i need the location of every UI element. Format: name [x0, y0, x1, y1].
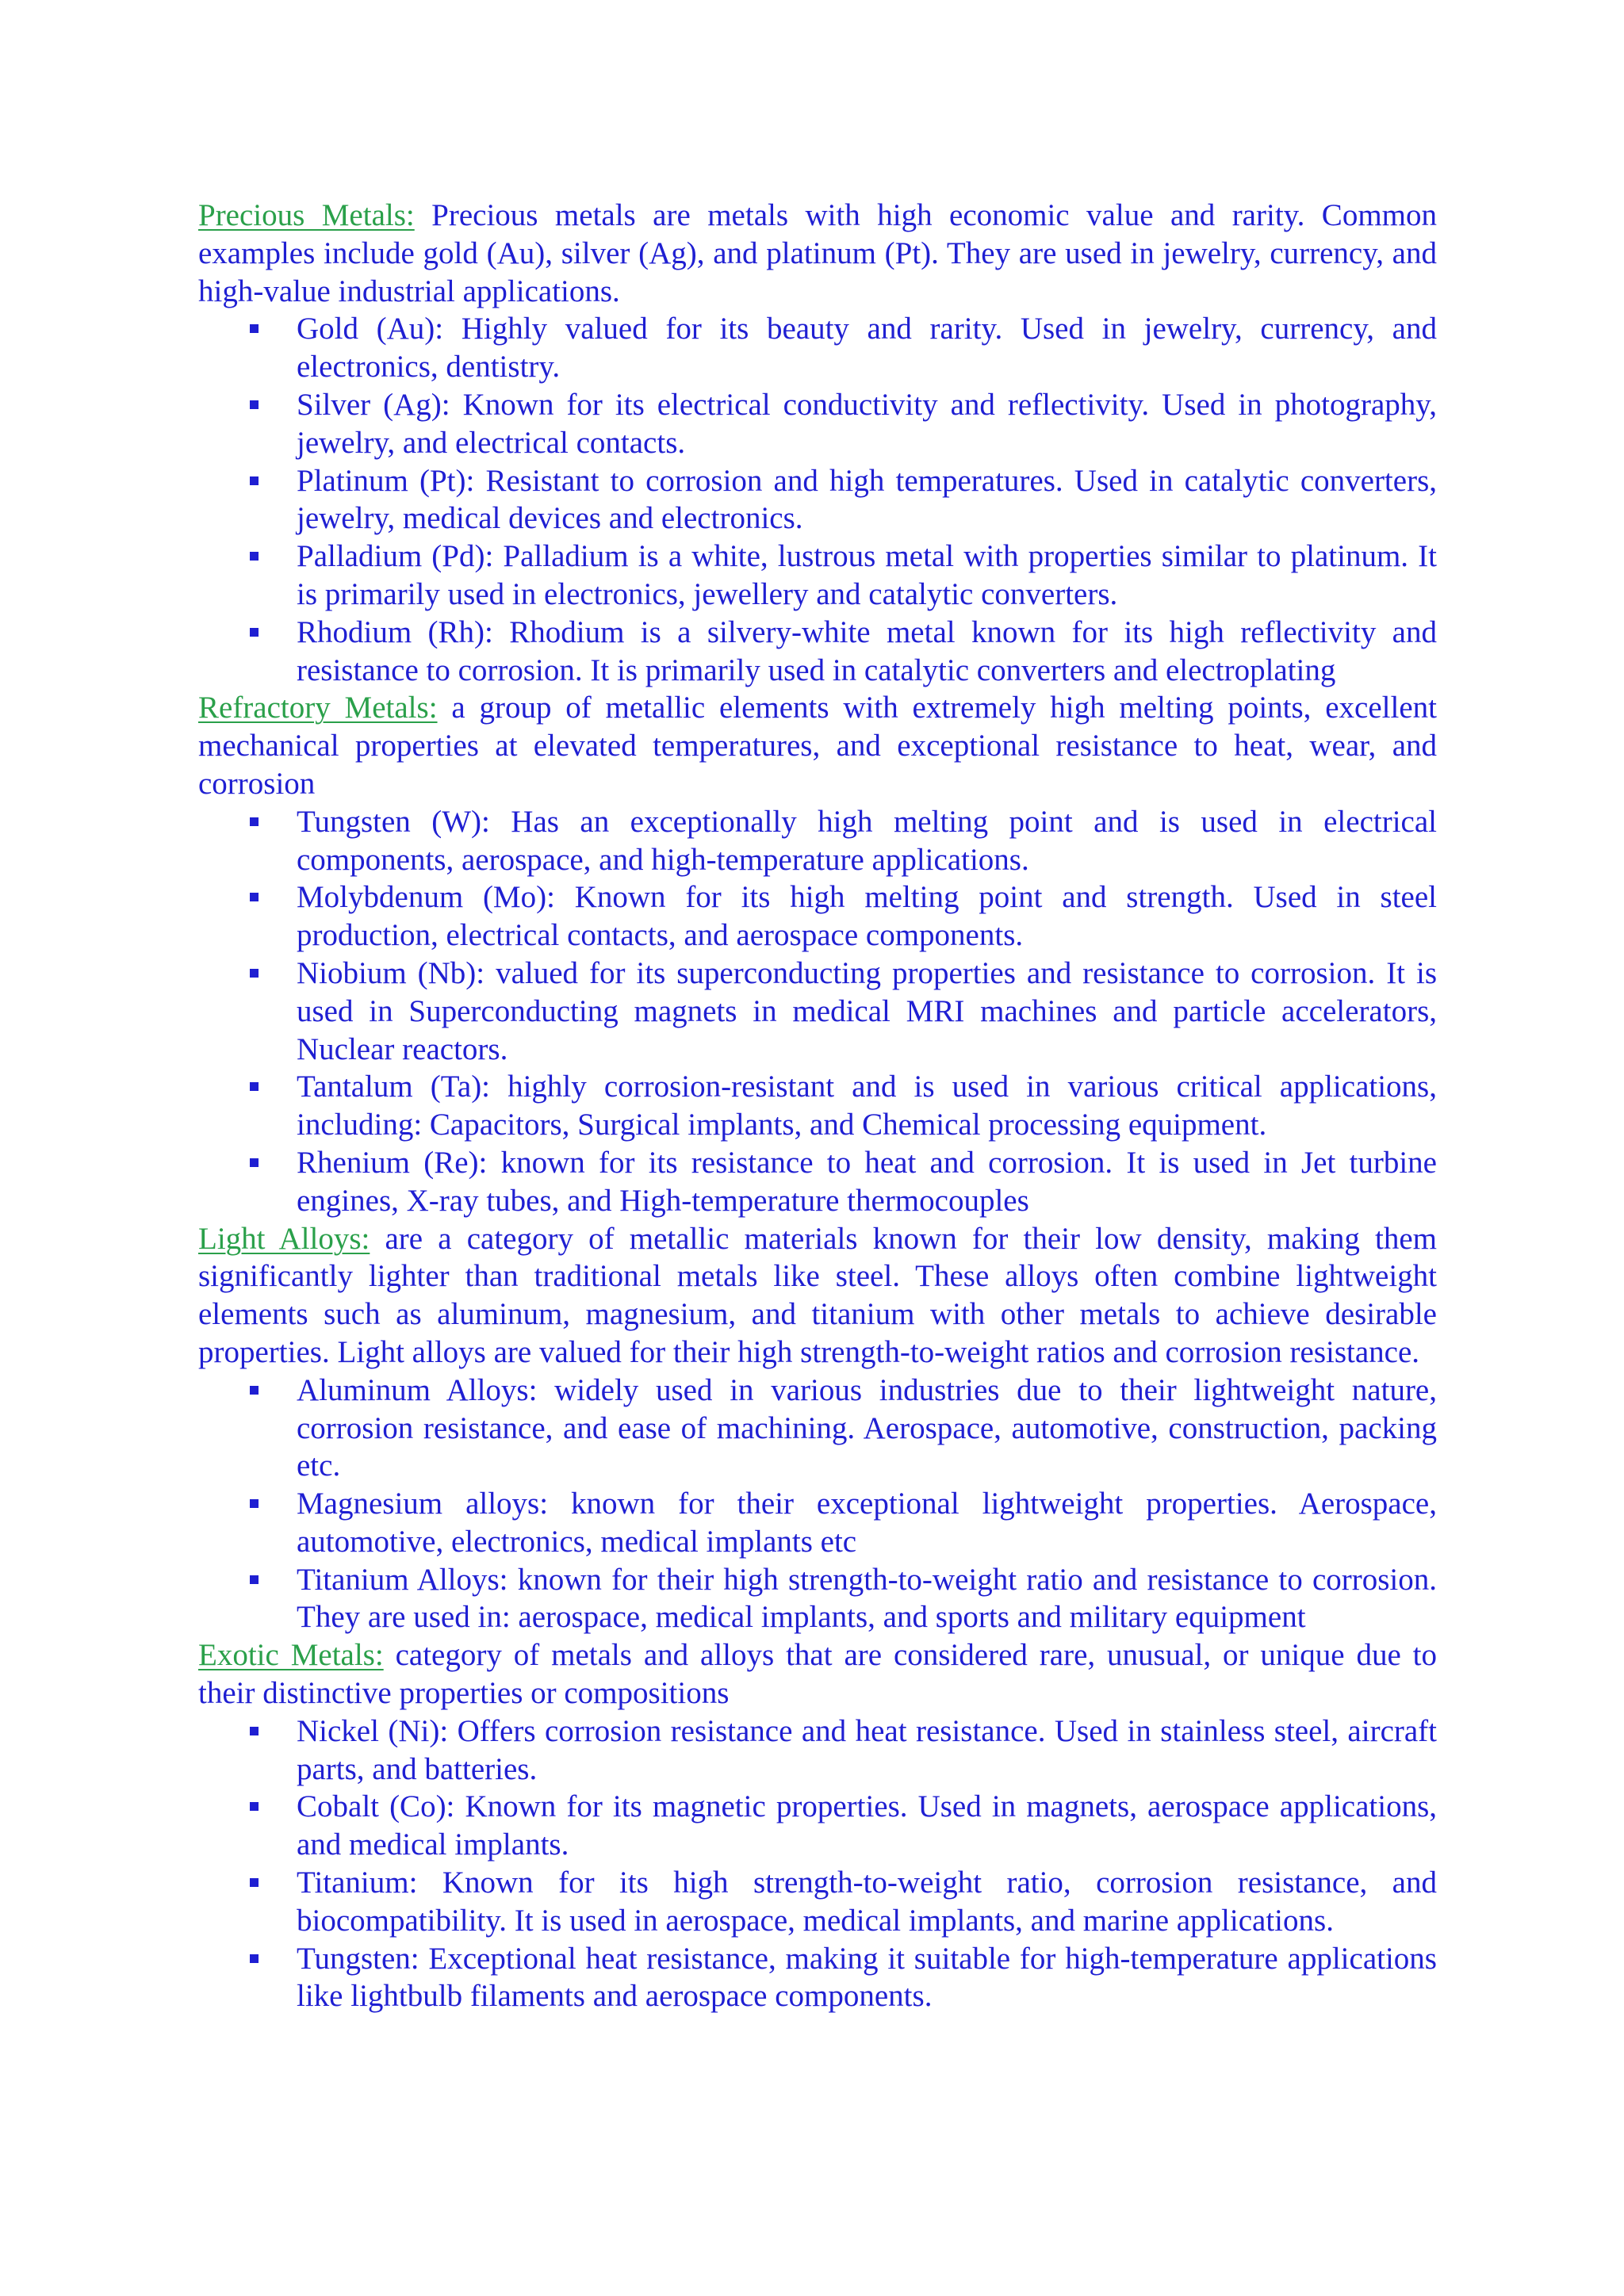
list-item-text: Tungsten (W): Has an exceptionally high melting point and is used in electrical components, aerospace, and high-temperature applications.: [297, 804, 1437, 877]
bullet-list: [198, 803, 1437, 1220]
list-item-text: Niobium (Nb): valued for its superconducting properties and resistance to corrosion. It is used in Superconducting magnets in medical MRI machines and particle accelerators, Nuclear reactors.: [297, 955, 1437, 1066]
square-bullet-icon: [250, 1727, 259, 1735]
list-item-text: Titanium: Known for its high strength-to-weight ratio, corrosion resistance, and biocompatibility. It is used in aerospace, medical implants, and marine applications.: [297, 1866, 1437, 1938]
section-intro-text: category of metals and alloys that are considered rare, unusual, or unique due to their distinctive properties or compositions: [198, 1638, 1437, 1711]
section-intro: [198, 197, 1437, 310]
list-item-text: Gold (Au): Highly valued for its beauty and rarity. Used in jewelry, currency, and electronics, dentistry.: [297, 312, 1437, 385]
square-bullet-icon: [250, 969, 259, 978]
list-item-text: Molybdenum (Mo): Known for its high melting point and strength. Used in steel production, electrical contacts, and aerospace components.: [297, 880, 1437, 953]
square-bullet-icon: [250, 1158, 259, 1167]
section-heading: Exotic Metals:: [198, 1638, 384, 1673]
square-bullet-icon: [250, 1499, 259, 1508]
square-bullet-icon: [250, 628, 259, 637]
list-item: [297, 310, 1437, 386]
list-item: [297, 1485, 1437, 1561]
square-bullet-icon: [250, 1954, 259, 1963]
bullet-list: [198, 1372, 1437, 1637]
square-bullet-icon: [250, 1575, 259, 1584]
list-item-text: Tantalum (Ta): highly corrosion-resistant and is used in various critical applications, including: Capacitors, Surgical implants, and Chemical processing equipment.: [297, 1070, 1437, 1142]
list-item: [297, 614, 1437, 690]
section-intro: [198, 689, 1437, 802]
list-item: [297, 1372, 1437, 1485]
section-precious-metals: [198, 197, 1437, 689]
bullet-list: [198, 310, 1437, 689]
list-item: [297, 1561, 1437, 1637]
list-item: [297, 1068, 1437, 1144]
square-bullet-icon: [250, 1082, 259, 1091]
list-item-text: Nickel (Ni): Offers corrosion resistance and heat resistance. Used in stainless steel, aircraft parts, and batteries.: [297, 1713, 1437, 1786]
section-light-alloys: [198, 1220, 1437, 1637]
list-item: [297, 1144, 1437, 1220]
list-item: [297, 538, 1437, 614]
section-heading: Precious Metals:: [198, 198, 415, 232]
list-item-text: Aluminum Alloys: widely used in various industries due to their lightweight nature, corrosion resistance, and ease of machining. Aerospace, automotive, construction, packing etc.: [297, 1372, 1437, 1483]
list-item: [297, 386, 1437, 462]
square-bullet-icon: [250, 1386, 259, 1395]
section-heading: Refractory Metals:: [198, 691, 438, 725]
section-intro-text: are a category of metallic materials known for their low density, making them significantly lighter than traditional metals like steel. These alloys often combine lightweight elements such as aluminum, magnesium, and titanium with other metals to achieve desirable properties. Light alloys are valued for their high strength-to-weight ratios and corrosion resistance.: [198, 1221, 1437, 1369]
list-item-text: Palladium (Pd): Palladium is a white, lustrous metal with properties similar to platinum. It is primarily used in electronics, jewellery and catalytic converters.: [297, 539, 1437, 611]
square-bullet-icon: [250, 893, 259, 901]
list-item-text: Cobalt (Co): Known for its magnetic properties. Used in magnets, aerospace applications, and medical implants.: [297, 1789, 1437, 1862]
list-item: [297, 878, 1437, 955]
list-item: [297, 1712, 1437, 1789]
section-refractory-metals: [198, 689, 1437, 1219]
list-item: [297, 803, 1437, 879]
list-item: [297, 955, 1437, 1068]
list-item: [297, 1940, 1437, 2016]
square-bullet-icon: [250, 1802, 259, 1811]
list-item-text: Silver (Ag): Known for its electrical conductivity and reflectivity. Used in photography, jewelry, and electrical contacts.: [297, 387, 1437, 460]
square-bullet-icon: [250, 1878, 259, 1887]
list-item-text: Rhodium (Rh): Rhodium is a silvery-white metal known for its high reflectivity and resistance to corrosion. It is primarily used in catalytic converters and electroplating: [297, 614, 1437, 687]
square-bullet-icon: [250, 552, 259, 561]
list-item-text: Magnesium alloys: known for their exceptional lightweight properties. Aerospace, automotive, electronics, medical implants etc: [297, 1487, 1437, 1559]
square-bullet-icon: [250, 324, 259, 333]
list-item-text: Rhenium (Re): known for its resistance to heat and corrosion. It is used in Jet turbine engines, X-ray tubes, and High-temperature thermocouples: [297, 1145, 1437, 1218]
section-intro-text: Precious metals are metals with high economic value and rarity. Common examples include gold (Au), silver (Ag), and platinum (Pt). They are used in jewelry, currency, and high-value industrial applications.: [198, 198, 1437, 308]
square-bullet-icon: [250, 476, 259, 485]
list-item-text: Platinum (Pt): Resistant to corrosion and high temperatures. Used in catalytic converters, jewelry, medical devices and electronics.: [297, 463, 1437, 536]
list-item: [297, 1788, 1437, 1864]
document-page: [198, 197, 1437, 2015]
list-item-text: Titanium Alloys: known for their high strength-to-weight ratio and resistance to corrosion. They are used in: aerospace, medical implants, and sports and military equipment: [297, 1562, 1437, 1635]
section-exotic-metals: [198, 1636, 1437, 2015]
square-bullet-icon: [250, 400, 259, 409]
section-heading: Light Alloys:: [198, 1221, 370, 1256]
section-intro-text: a group of metallic elements with extremely high melting points, excellent mechanical properties at elevated temperatures, and exceptional resistance to heat, wear, and corrosion: [198, 691, 1437, 801]
section-intro: [198, 1636, 1437, 1712]
list-item: [297, 1864, 1437, 1940]
bullet-list: [198, 1712, 1437, 2015]
list-item-text: Tungsten: Exceptional heat resistance, making it suitable for high-temperature applications like lightbulb filaments and aerospace components.: [297, 1941, 1437, 2014]
square-bullet-icon: [250, 817, 259, 826]
section-intro: [198, 1220, 1437, 1372]
list-item: [297, 462, 1437, 538]
